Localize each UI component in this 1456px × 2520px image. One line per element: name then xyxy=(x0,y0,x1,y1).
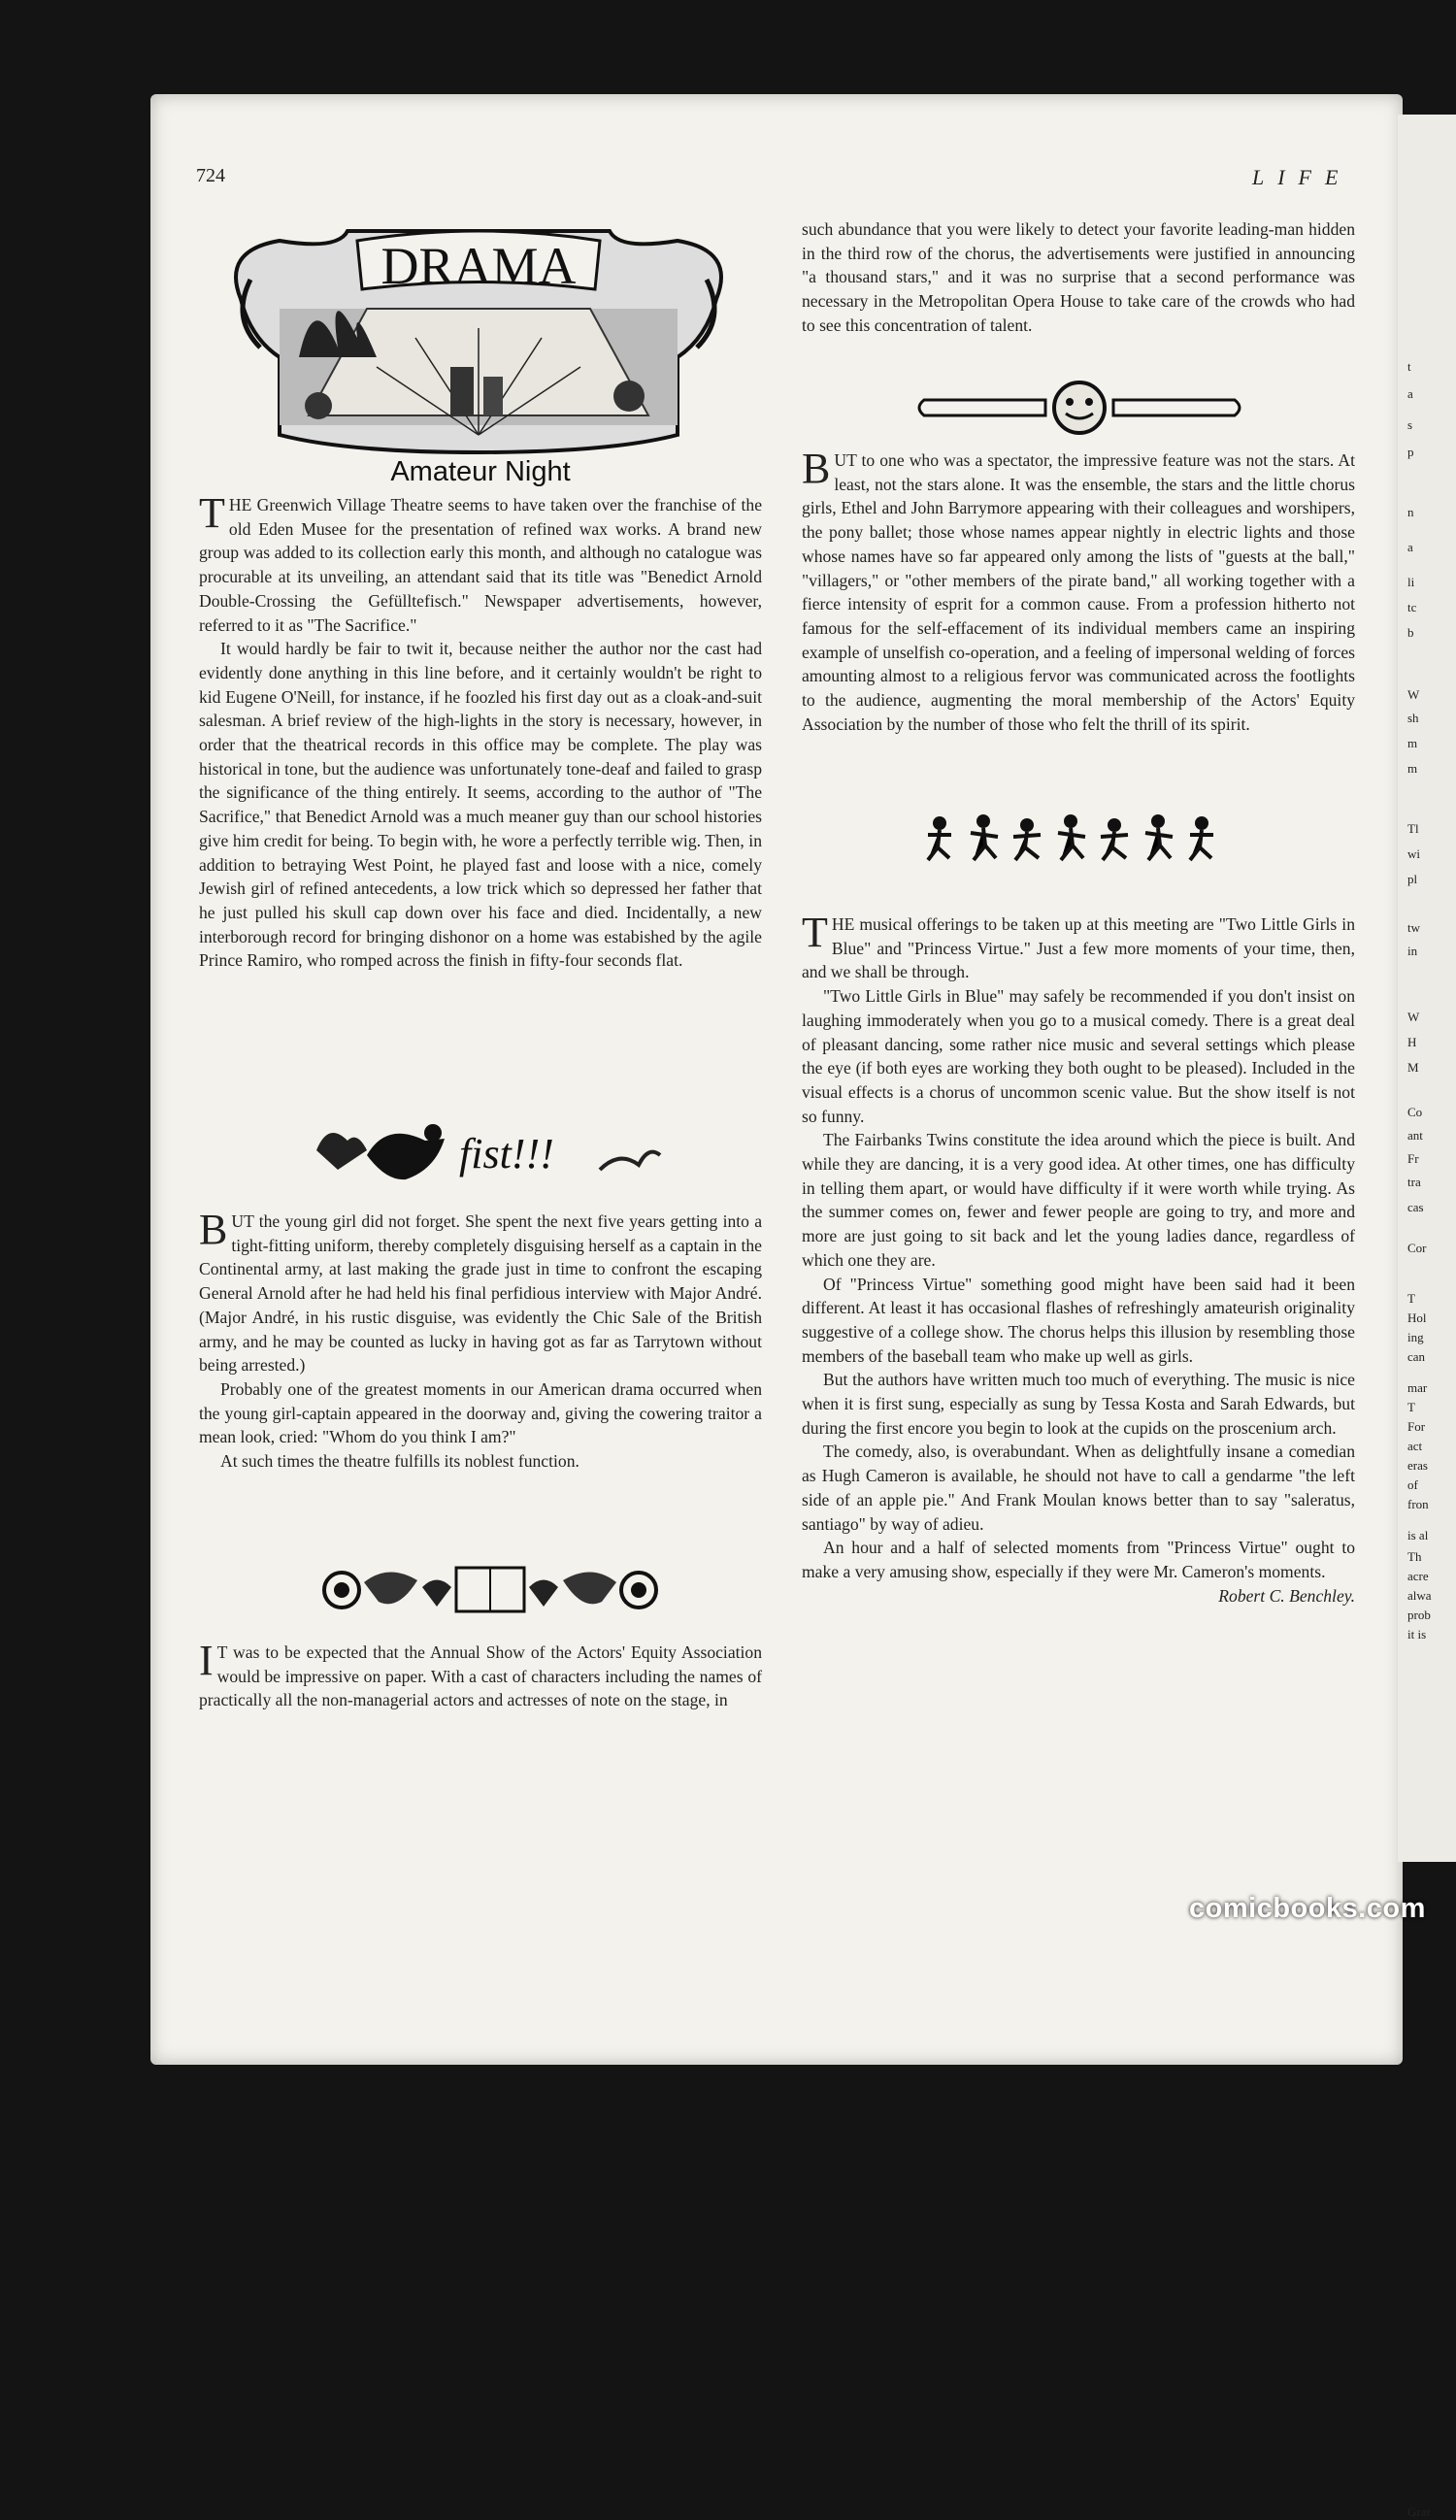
paragraph: Of "Princess Virtue" something good might have been said had it been different. At least it has occasional flashes of refreshingly amateurish originality suggestive of a college show. The chorus helps this illusion by resembling those members of the baseball team who make up well as girls. xyxy=(802,1274,1355,1366)
left-column xyxy=(199,489,762,973)
next-page-fragment: of xyxy=(1407,1477,1418,1492)
next-page-fragment: T xyxy=(1407,1291,1415,1306)
next-page-fragment: pl xyxy=(1407,872,1418,886)
next-page-fragment: tc xyxy=(1407,600,1417,614)
next-page-fragment: M xyxy=(1407,1060,1419,1075)
fist-cartoon-ornament xyxy=(309,1111,668,1189)
next-page-fragment: eras xyxy=(1407,1458,1428,1473)
paragraph: "Two Little Girls in Blue" may safely be recommended if you don't insist on laughing immoderately when you go to a musical comedy. There is a great deal of pleasant dancing, some rather nice music and several settings which please the eye (if both eyes are working they both ought to be pleased). Included in the visual effects is a chorus of uncommon scenic value. But the show itself is not so funny. xyxy=(802,986,1355,1126)
page-number: 724 xyxy=(196,165,225,186)
next-page-fragment: alwa xyxy=(1407,1588,1432,1603)
next-page-fragment: acre xyxy=(1407,1569,1429,1583)
paragraph: Probably one of the greatest moments in our American drama occurred when the young girl-captain appeared in the doorway and, giving the cowering traitor a mean look, cried: "Whom do you think I am?" xyxy=(199,1378,762,1447)
paragraph: THE Greenwich Village Theatre seems to have taken over the franchise of the old Eden Musee for the presentation of refined wax works. A brand new group was added to its collection early this month, and although no catalogue was procurable at its unveiling, an attendant said that its title was "Benedict Arnold Double-Crossing the Gefülltefisch." Newspaper advertisements, however, referred to it as "The Sacrifice." xyxy=(199,489,762,635)
right-column-bottom xyxy=(802,909,1355,1608)
next-page-fragment: s xyxy=(1407,417,1413,432)
paragraph: But the authors have written much too much of everything. The music is nice when it is first sung, especially as sung by Tessa Kosta and Sarah Edwards, but during the first encore you begin to look at the cupids on the proscenium arch. xyxy=(802,1370,1355,1438)
next-page-fragment: act xyxy=(1407,1439,1423,1453)
next-page-fragment: t xyxy=(1407,359,1411,374)
next-page-fragment: For xyxy=(1407,1419,1426,1434)
paragraph: I T was to be expected that the Annual Show of the Actors' Equity Association would be impressive on paper. With a cast of characters including the names of practically all the non-managerial actors and actresses of note on the stage, in xyxy=(199,1637,762,1710)
paragraph: BUT the young girl did not forget. She spent the next five years getting into a tight-fitting uniform, thereby completely disguising herself as a captain in the Continental army, at last making the grade just in time to confront the escaping General Arnold after he had held his final perfidious interview with Major André. (Major André, in his rustic disguise, was evidently the Chic Sale of the British army, and he may be counted as lucky in having got as far as Tarrytown without being arrested.) xyxy=(199,1206,762,1376)
next-page-fragment: sh xyxy=(1407,711,1419,725)
paragraph: It would hardly be fair to twit it, because neither the author nor the cast had evidently done anything in this line before, and it certainly wouldn't be right to kid Eugene O'Neill, for instance, if he foozled his first day out as a cloak-and-suit salesman. A brief review of the high-lights in the story is necessary, however, in order that the theatrical records in this office may be complete. The play was historical in tone, but the audience was unfortunately tone-deaf and failed to grasp the significance of the thing entirely. It seems, according to the author of "The Sacrifice," that Benedict Arnold was a much meaner guy than our school histories give him credit for being. To begin with, he wore a perfectly terrible wig. Then, in addition to betraying West Point, he played fast and loose with a nice, comely Jewish girl of refined antecedents, a low trick which so depressed her father that he just pulled his skull cap down over his face and died. Incidentally, a new interborough record for bringing dishonor on a home was estabished by the agile Prince Ramiro, who romped across the finish in fifty-four seconds flat. xyxy=(199,639,762,971)
right-column-middle xyxy=(802,445,1355,736)
next-page-fragment: wi xyxy=(1407,846,1420,861)
next-page-fragment: b xyxy=(1407,625,1414,640)
next-page-fragment: li xyxy=(1407,575,1415,589)
paragraph: An hour and a half of selected moments from "Princess Virtue" ought to make a very amusing show, especially if they were Mr. Cameron's moments. Robert C. Benchley. xyxy=(802,1536,1355,1583)
next-page-edge xyxy=(1398,115,1456,2519)
fist-caption: fist!!! xyxy=(459,1130,554,1177)
next-page-fragment: W xyxy=(1407,1010,1420,1024)
paragraph: THE musical offerings to be taken up at this meeting are "Two Little Girls in Blue" and "Princess Virtue." Just a few more moments of your time, then, and we shall be through. xyxy=(802,909,1355,982)
drop-cap: B xyxy=(199,1206,228,1253)
next-page-fragment: cas xyxy=(1407,1200,1424,1214)
next-page-fragment: Hol xyxy=(1407,1310,1427,1325)
paragraph: The comedy, also, is overabundant. When as delightfully insane a comedian as Hugh Cameron is available, he should not have to call a gendarme "the left side of an apple pie." And Frank Moulan knows better than to say "saleratus, santiago" by way of adieu. xyxy=(802,1442,1355,1534)
next-page-fragment: fron xyxy=(1407,1497,1429,1511)
next-page-fragment: Tl xyxy=(1407,821,1419,836)
left-column-final xyxy=(199,1637,762,1712)
next-page-fragment: Grar xyxy=(1407,2504,1431,2519)
drop-cap: I xyxy=(199,1637,214,1684)
ribbon-mask-ornament xyxy=(914,381,1244,435)
dancing-chorus-ornament xyxy=(910,804,1245,867)
next-page-fragment: prob xyxy=(1407,1608,1431,1622)
magazine-title: LIFE xyxy=(1252,165,1352,189)
next-page-fragment: ant xyxy=(1407,1128,1423,1143)
next-page-fragment: m xyxy=(1407,761,1418,776)
next-page-fragment: tra xyxy=(1407,1175,1421,1189)
next-page-fragment: ing xyxy=(1407,1330,1424,1344)
next-page-fragment: in xyxy=(1407,944,1418,958)
next-page-fragment: W xyxy=(1407,687,1420,702)
paragraph: such abundance that you were likely to detect your favorite leading-man hidden in the third row of the chorus, the advertisements were justified in announcing "a thousand stars," and it was no surprise that a second performance was necessary in the Metropolitan Opera House to take care of the crowds who had to see this concentration of talent. xyxy=(802,219,1355,335)
next-page-fragment: tw xyxy=(1407,920,1420,935)
next-page-fragment: Co xyxy=(1407,1105,1423,1119)
next-page-fragment: can xyxy=(1407,1349,1426,1364)
left-column-continued xyxy=(199,1206,762,1474)
next-page-fragment: Fr xyxy=(1407,1151,1419,1166)
next-page-fragment: T xyxy=(1407,1400,1415,1414)
drama-banner-illustration xyxy=(221,221,736,454)
next-page-fragment: is al xyxy=(1407,1528,1429,1542)
drop-cap: T xyxy=(802,909,828,956)
next-page-fragment: m xyxy=(1407,736,1418,750)
article-headline: Amateur Night xyxy=(390,456,571,487)
paragraph: BUT to one who was a spectator, the impressive feature was not the stars. At least, not the stars alone. It was the ensemble, the stars and the little chorus girls, Ethel and John Barrymore appearing with their colleagues and worshipers, the pony ballet; those whose names appear nightly in electric lights and those whose names have so far appeared only among the lists of "guests at the ball," "villagers," or "other members of the pirate band," all working together with a fierce intensity of esprit for a common cause. From a profession hitherto not famous for the self-effacement of its individual members came an inspiring example of unselfish co-operation, and a feeling of impersonal welding of forces amounting almost to a religious fervor was communicated across the footlights to the audience, augmenting the moral membership of the Actors' Equity Association by the number of those who felt the thrill of its spirit. xyxy=(802,445,1355,734)
next-page-fragment: H xyxy=(1407,1035,1417,1049)
watermark: comicbooks.com xyxy=(1189,1893,1426,1924)
next-page-fragment: n xyxy=(1407,505,1414,519)
banner-title: DRAMA xyxy=(381,237,577,295)
next-page-fragment: a xyxy=(1407,540,1413,554)
next-page-fragment: a xyxy=(1407,386,1413,401)
drop-cap: T xyxy=(199,489,225,537)
paragraph: At such times the theatre fulfills its noblest function. xyxy=(220,1451,579,1472)
next-page-fragment: mar xyxy=(1407,1380,1428,1395)
author-signature: Robert C. Benchley. xyxy=(1218,1585,1355,1606)
next-page-fragment: p xyxy=(1407,445,1414,459)
next-page-fragment: it is xyxy=(1407,1627,1427,1641)
next-page-fragment: Th xyxy=(1407,1549,1422,1564)
masks-and-book-ornament xyxy=(320,1553,660,1621)
next-page-fragment: Cor xyxy=(1407,1241,1427,1255)
drop-cap: B xyxy=(802,445,831,492)
right-column-top xyxy=(802,217,1355,338)
paragraph: The Fairbanks Twins constitute the idea around which the piece is built. And while they are dancing, it is a very good idea. At other times, one has difficulty in telling them apart, or would have difficulty if it were worth while trying. As the summer comes on, fewer and fewer people are going to try, and more and more are just going to sit back and let the young ladies dance, regardless of which one they are. xyxy=(802,1130,1355,1270)
